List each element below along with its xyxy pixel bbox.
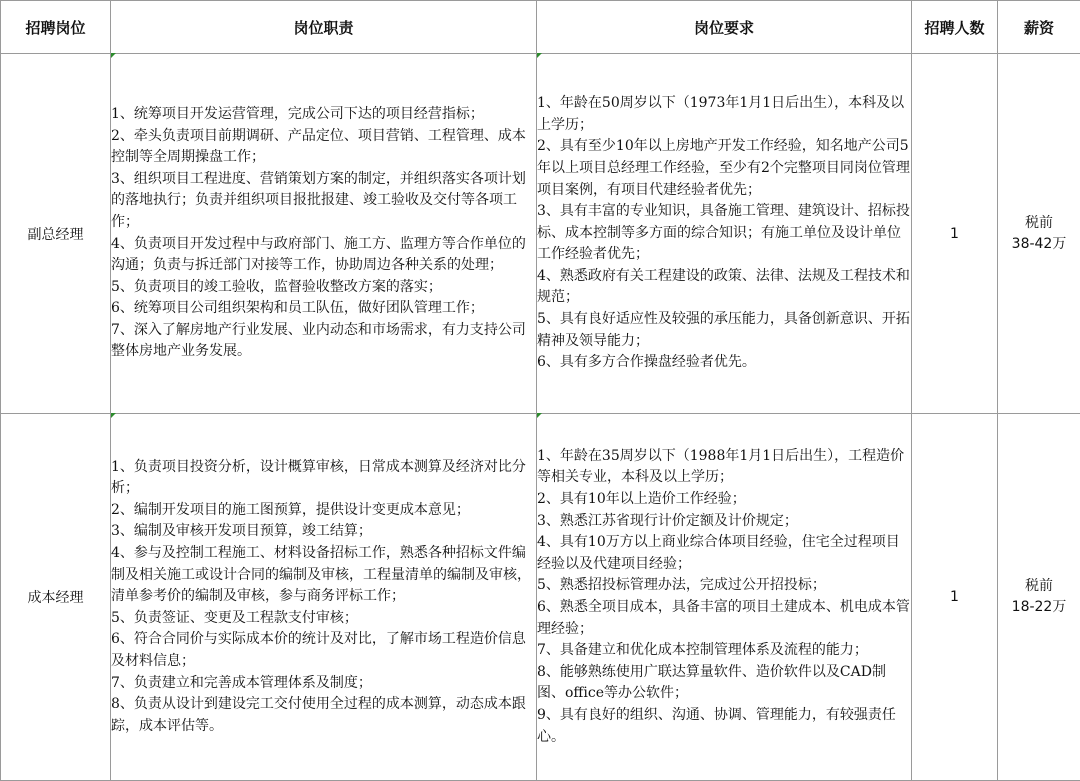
salary-range: 18-22万 [1011, 599, 1067, 615]
header-position: 招聘岗位 [1, 1, 111, 54]
requirement-item: 7、具备建立和优化成本控制管理体系及流程的能力； [537, 642, 868, 659]
salary-range: 38-42万 [1011, 235, 1067, 252]
cell-marker [111, 413, 116, 418]
table-row [1, 414, 1080, 781]
requirement-item: 2、具有至少10年以上房地产开发工作经验，知名地产公司5年以上项目总经理工作经验，至少有2个完整项目同岗位管理项目案例，有项目代建经验者优先； [537, 138, 910, 198]
duty-item: 6、符合合同价与实际成本价的统计及对比，了解市场工程造价信息及材料信息； [111, 631, 526, 669]
duty-item: 1、统筹项目开发运营管理，完成公司下达的项目经营指标； [111, 105, 484, 122]
duty-item: 7、负责建立和完善成本管理体系及制度； [111, 674, 372, 691]
requirement-item: 3、具有丰富的专业知识，具备施工管理、建筑设计、招标投标、成本控制等多方面的综合知识；有施工单位及设计单位工作经验者优先； [537, 203, 910, 263]
count-cell: 1 [912, 54, 998, 414]
cell-marker [111, 53, 116, 58]
requirement-item: 4、具有10万方以上商业综合体项目经验，住宅全过程项目经验以及代建项目经验； [537, 534, 900, 572]
count-cell: 1 [912, 414, 998, 781]
salary-label: 税前 [1025, 214, 1053, 231]
cell-marker [537, 53, 542, 58]
duty-item: 3、编制及审核开发项目预算，竣工结算； [111, 523, 372, 540]
requirement-item: 4、熟悉政府有关工程建设的政策、法律、法规及工程技术和规范； [537, 267, 910, 306]
requirements-cell [537, 414, 912, 781]
requirement-item: 2、具有10年以上造价工作经验； [537, 491, 746, 508]
header-salary: 薪资 [998, 1, 1080, 54]
requirement-item: 1、年龄在35周岁以下（1988年1月1日后出生），工程造价等相关专业，本科及以上学历； [537, 447, 905, 486]
header-requirements: 岗位要求 [537, 1, 912, 54]
position-cell: 成本经理 [1, 414, 111, 781]
header-duties: 岗位职责 [111, 1, 537, 54]
duties-cell [111, 54, 537, 414]
requirement-item: 6、具有多方合作操盘经验者优先。 [537, 354, 756, 371]
duty-item: 3、组织项目工程进度、营销策划方案的制定，并组织落实各项计划的落地执行；负责并组织项目报批报建、竣工验收及交付等各项工作； [111, 170, 526, 230]
requirements-cell [537, 54, 912, 414]
cell-marker [537, 413, 542, 418]
salary-cell [998, 414, 1080, 781]
table-row [1, 54, 1080, 414]
requirement-item: 5、具有良好适应性及较强的承压能力，具备创新意识、开拓精神及领导能力； [537, 311, 910, 349]
requirement-item: 9、具有良好的组织、沟通、协调、管理能力，有较强责任心。 [537, 706, 896, 745]
requirement-item: 6、熟悉全项目成本，具备丰富的项目土建成本、机电成本管理经验； [537, 599, 910, 637]
header-count: 招聘人数 [912, 1, 998, 54]
duty-item: 1、负责项目投资分析，设计概算审核，日常成本测算及经济对比分析； [111, 458, 526, 497]
duties-cell [111, 414, 537, 781]
duty-item: 8、负责从设计到建设完工交付使用全过程的成本测算，动态成本跟踪，成本评估等。 [111, 696, 526, 734]
duty-item: 6、统筹项目公司组织架构和员工队伍，做好团队管理工作； [111, 300, 484, 317]
requirement-item: 1、年龄在50周岁以下（1973年1月1日后出生），本科及以上学历； [537, 95, 905, 133]
salary-cell [998, 54, 1080, 414]
duty-item: 5、负责项目的竣工验收，监督验收整改方案的落实； [111, 278, 442, 295]
duty-item: 4、参与及控制工程施工、材料设备招标工作，熟悉各种招标文件编制及相关施工或设计合同的编制及审核，工程量清单的编制及审核，清单参考价的编制及审核，参与商务评标工作； [111, 545, 531, 605]
duty-item: 4、负责项目开发过程中与政府部门、施工方、监理方等合作单位的沟通；负责与拆迁部门对接等工作，协助周边各种关系的处理； [111, 235, 526, 274]
duty-item: 7、深入了解房地产行业发展、业内动态和市场需求，有力支持公司整体房地产业务发展。 [111, 321, 526, 360]
position-cell: 副总经理 [1, 54, 111, 414]
requirement-item: 5、熟悉招投标管理办法，完成过公开招投标； [537, 577, 826, 594]
duty-item: 2、编制开发项目的施工图预算，提供设计变更成本意见； [111, 501, 470, 518]
requirement-item: 8、能够熟练使用广联达算量软件、造价软件以及CAD制图、office等办公软件； [537, 663, 886, 702]
salary-label: 税前 [1025, 578, 1053, 594]
requirement-item: 3、熟悉江苏省现行计价定额及计价规定； [537, 512, 798, 529]
duty-item: 2、牵头负责项目前期调研、产品定位、项目营销、工程管理、成本控制等全周期操盘工作； [111, 127, 526, 166]
duty-item: 5、负责签证、变更及工程款支付审核； [111, 609, 358, 626]
header-row [1, 1, 1080, 54]
